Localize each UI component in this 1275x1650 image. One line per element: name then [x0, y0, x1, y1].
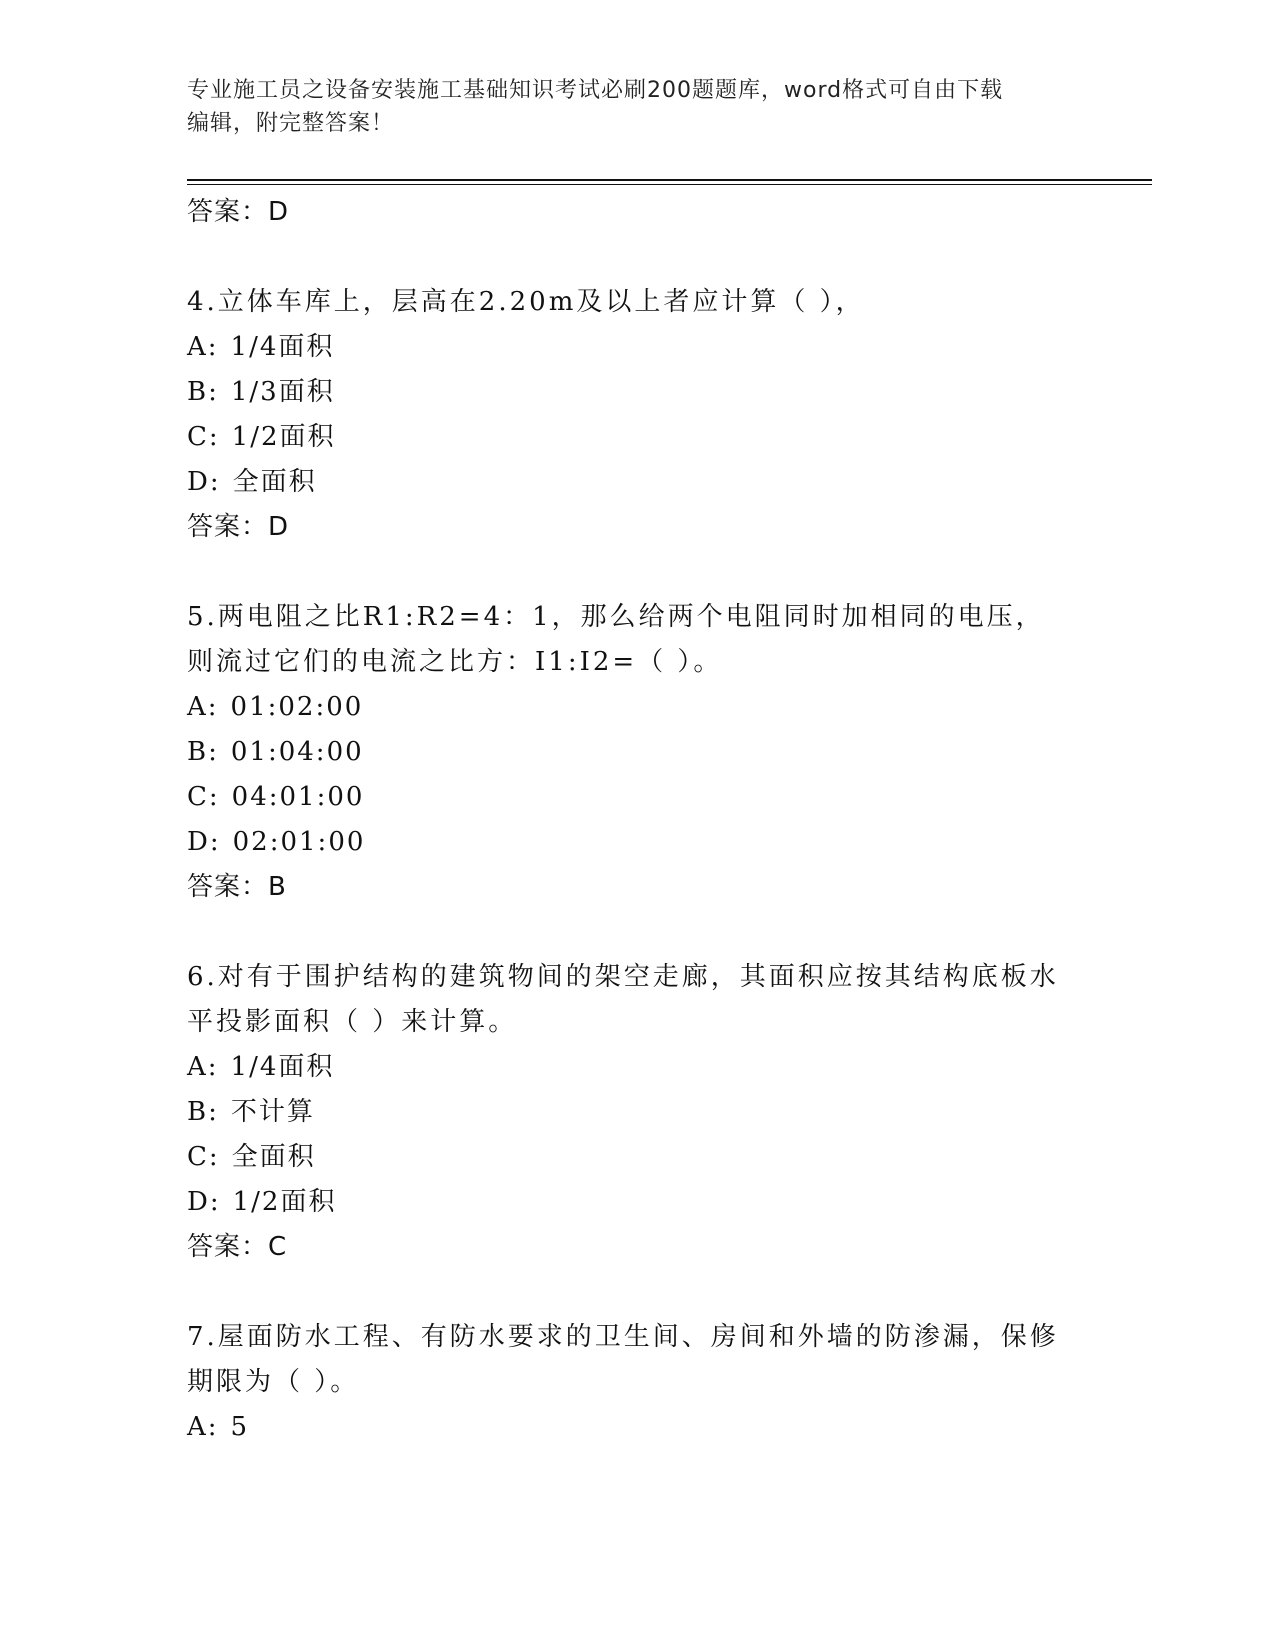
option-b: B: 01:04:00 [187, 737, 364, 767]
option-letter: D [187, 467, 210, 497]
answer-label: 答案： [187, 1232, 269, 1262]
option-letter: D [187, 1187, 210, 1217]
option-text: 01:02:00 [230, 692, 364, 722]
option-letter: A [187, 1052, 208, 1082]
option-d: D: 02:01:00 [187, 827, 366, 857]
question-text: 6.对有于围护结构的建筑物间的架空走廊，其面积应按其结构底板水平投影面积（ ）来计算。 [187, 962, 1059, 1037]
answer-label: 答案： [187, 872, 269, 902]
option-letter: A [187, 332, 208, 362]
option-text: 1/3面积 [230, 377, 335, 407]
option-letter: A [187, 692, 208, 722]
option-text: 全面积 [231, 1142, 316, 1172]
question-block [187, 955, 1067, 1270]
header-rule-thick [187, 179, 1152, 181]
option-text: 全面积 [232, 467, 317, 497]
page-header [187, 74, 1067, 140]
answer-label: 答案： [187, 512, 269, 542]
question-block [187, 1315, 1067, 1450]
answer-value: D [268, 512, 290, 542]
answer-line [187, 1225, 1067, 1270]
question-block [187, 595, 1067, 910]
question-text: 4.立体车库上，层高在2.20m及以上者应计算（ ）， [187, 287, 865, 317]
option-text: 5 [230, 1412, 250, 1442]
option-a: A: 1/4面积 [187, 332, 335, 362]
option-text: 1/4面积 [230, 332, 335, 362]
answer-value: C [268, 1232, 288, 1262]
option-letter: A [187, 1412, 208, 1442]
option-letter: C [187, 422, 209, 452]
header-title-line1: 专业施工员之设备安装施工基础知识考试必刷200题题库，word格式可自由下载 [187, 78, 1004, 103]
previous-answer [187, 190, 1067, 235]
answer-label: 答案： [187, 197, 269, 227]
option-c: C: 04:01:00 [187, 782, 365, 812]
header-rule-thin [187, 184, 1152, 185]
option-a: A: 01:02:00 [187, 692, 364, 722]
option-text: 01:04:00 [230, 737, 364, 767]
option-c: C: 全面积 [187, 1142, 316, 1172]
option-text: 1/4面积 [230, 1052, 335, 1082]
option-letter: B [187, 737, 209, 767]
option-b: B: 不计算 [187, 1097, 315, 1127]
question-text: 5.两电阻之比R1:R2=4：1，那么给两个电阻同时加相同的电压，则流过它们的电流之比方：I1:I2=（ ）。 [187, 602, 1045, 677]
option-letter: D [187, 827, 210, 857]
option-letter: C [187, 782, 209, 812]
option-letter: B [187, 1097, 209, 1127]
option-text: 04:01:00 [231, 782, 365, 812]
question-text: 7.屋面防水工程、有防水要求的卫生间、房间和外墙的防渗漏，保修期限为（ ）。 [187, 1322, 1059, 1397]
option-text: 不计算 [230, 1097, 315, 1127]
option-letter: B [187, 377, 209, 407]
header-title-line2: 编辑，附完整答案！ [187, 111, 395, 136]
option-text: 02:01:00 [232, 827, 366, 857]
option-c: C: 1/2面积 [187, 422, 336, 452]
option-a: A: 5 [187, 1412, 250, 1442]
option-a: A: 1/4面积 [187, 1052, 335, 1082]
answer-value: B [268, 872, 287, 902]
answer-line [187, 865, 1067, 910]
answer-line [187, 505, 1067, 550]
option-d: D: 全面积 [187, 467, 317, 497]
question-block [187, 280, 1067, 550]
option-text: 1/2面积 [232, 1187, 337, 1217]
option-b: B: 1/3面积 [187, 377, 335, 407]
option-letter: C [187, 1142, 209, 1172]
option-d: D: 1/2面积 [187, 1187, 337, 1217]
option-text: 1/2面积 [231, 422, 336, 452]
answer-value: D [268, 197, 290, 227]
question-content [187, 190, 1067, 1450]
